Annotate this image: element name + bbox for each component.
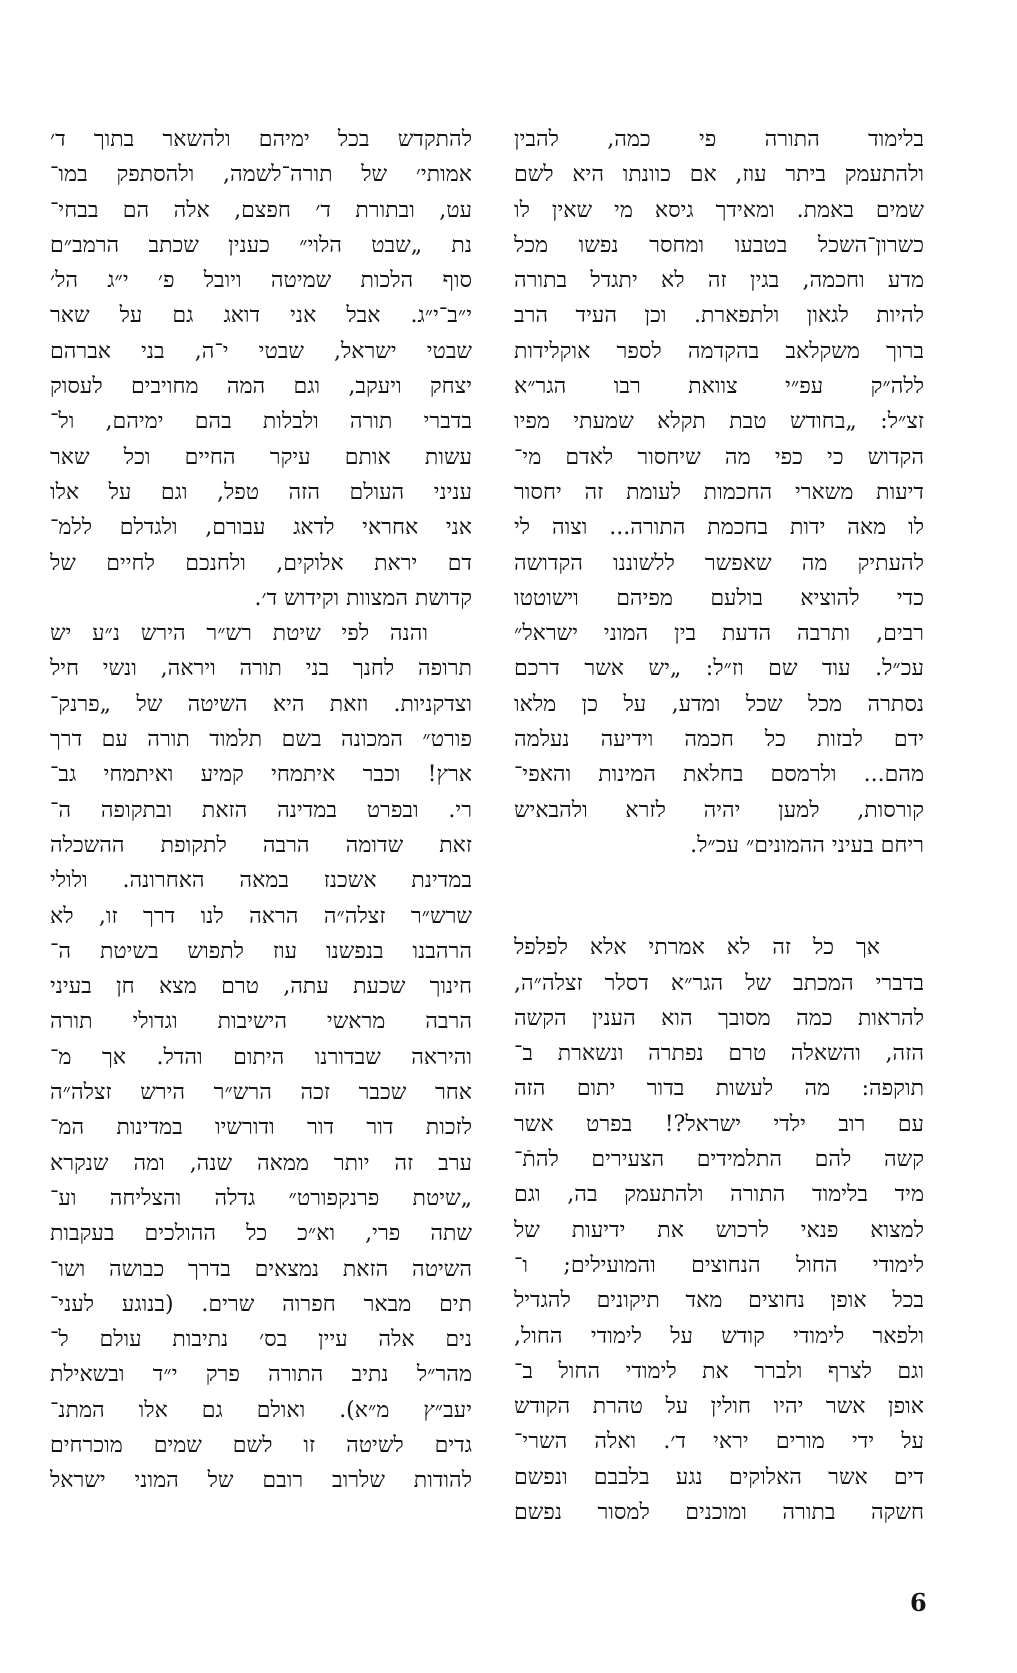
left-paragraph-1 [50, 122, 472, 616]
text-line: שרש״ר זצלה״ה הראה לנו דרך זו, לא [50, 903, 472, 929]
text-line: בדברי תורה ולבלות בהם ימיהם, ול־ [50, 409, 472, 435]
text-line: מיד בלימוד התורה ולהתעמק בה, וגם [514, 1182, 924, 1208]
text-line: שמים באמת. ומאידך גיסא מי שאין לו [514, 197, 924, 223]
text-line: אופן אשר יהיו חולין על טהרת הקודש [514, 1394, 924, 1420]
text-line: חשקה בתורה ומוכנים למסור נפשם [514, 1499, 924, 1525]
text-line: שתה פרי, וא״כ כל ההולכים בעקבות [50, 1221, 472, 1247]
text-line: „שיטת פרנקפורט״ גדלה והצליחה וע־ [50, 1185, 472, 1211]
text-line: להתקדש בכל ימיהם ולהשאר בתוך ד׳ [50, 127, 472, 152]
page-number: 6 [910, 1588, 927, 1617]
text-line: עם רוב ילדי ישראל?! בפרט אשר [514, 1111, 924, 1137]
text-line: ברוך משקלאב בהקדמה לספר אוקלידות [514, 338, 924, 364]
text-line: דים אשר האלוקים נגע בלבבם ונפשם [514, 1464, 924, 1490]
text-line: כשרון־השכל בטבעו ומחסר נפשו מכל [514, 232, 924, 258]
text-line: ארץ! וכבר איתמחי קמיע ואיתמחי גב־ [50, 762, 472, 788]
text-line: שבטי ישראל, שבטי י־ה, בני אברהם [50, 338, 472, 364]
text-line: בכל אופן נחוצים מאד תיקונים להגדיל [514, 1288, 924, 1314]
text-line: והיראה שבדורנו היתום והדל. אך מ־ [50, 1044, 472, 1070]
text-line: נים אלה עיין בס׳ נתיבות עולם ל־ [50, 1327, 472, 1353]
text-line: נסתרה מכל שכל ומדע, על כן מלאו [514, 691, 924, 717]
text-line: ידם לבזות כל חכמה וידיעה נעלמה [514, 727, 924, 753]
text-line: השיטה הזאת נמצאים בדרך כבושה ושו־ [50, 1256, 472, 1282]
left-paragraph-2 [50, 616, 472, 1498]
text-line: לו מאה ידות בחכמת התורה... וצוה לי [514, 515, 924, 541]
paragraph-gap [514, 863, 924, 930]
text-line: ללה״ק עפ״י צוואת רבו הגר״א [514, 374, 924, 400]
text-line: מהם... ולרמסם בחלאת המינות והאפי־ [514, 762, 924, 788]
text-line: להיות לגאון ולתפארת. וכן העיד הרב [514, 303, 924, 329]
right-paragraph-2 [514, 930, 924, 1530]
text-line: גדים לשיטה זו לשם שמים מוכרחים [50, 1432, 472, 1458]
text-line: הקדוש כי כפי מה שיחסור לאדם מי־ [514, 444, 924, 470]
text-line: רבים, ותרבה הדעת בין המוני ישראל״ [514, 621, 924, 647]
text-line: אמותי׳ של תורה־לשמה, ולהסתפק במו־ [50, 162, 472, 188]
text-line: עט, ובתורת ד׳ חפצם, אלה הם בבחי־ [50, 197, 472, 223]
text-line: במדינת אשכנז במאה האחרונה. ולולי [50, 868, 472, 894]
text-line: בלימוד התורה פי כמה, להבין [514, 127, 924, 152]
text-line: קורסות, למען יהיה לזרא ולהבאיש [514, 797, 924, 823]
text-line: ולהתעמק ביתר עוז, אם כוונתו היא לשם [514, 162, 924, 188]
text-line: ערב זה יותר ממאה שנה, ומה שנקרא [50, 1150, 472, 1176]
text-line: זאת שדומה הרבה לתקופת ההשכלה [50, 832, 472, 858]
text-line: עשות אותם עיקר החיים וכל שאר [50, 444, 472, 470]
text-line: חינוך שכעת עתה, טרם מצא חן בעיני [50, 974, 472, 1000]
text-line: יעב״ץ מ״א). ואולם גם אלו המתנ־ [50, 1397, 472, 1423]
text-line: תרופה לחנך בני תורה ויראה, ונשי חיל [50, 656, 472, 682]
text-line: פורט״ המכונה בשם תלמוד תורה עם דרך [50, 727, 472, 753]
text-line: דיעות משארי החכמות לעומת זה יחסור [514, 479, 924, 505]
text-line: והנה לפי שיטת רש״ר הירש נ״ע יש [50, 621, 428, 647]
text-line: על ידי מורים יראי ד׳. ואלה השרי־ [514, 1429, 924, 1455]
text-line: לזכות דור דור ודורשיו במדינות המ־ [50, 1115, 472, 1141]
text-line: רי. ובפרט במדינה הזאת ובתקופה ה־ [50, 797, 472, 823]
text-line: וגם לצרף ולברר את לימודי החול ב־ [514, 1358, 924, 1384]
text-line: כדי להוציא בולעם מפיהם וישוטטו [514, 585, 924, 611]
text-line: סוף הלכות שמיטה ויובל פ׳ י״ג הל׳ [50, 268, 472, 294]
text-line: אך כל זה לא אמרתי אלא לפלפל [514, 935, 880, 961]
text-line: ריחם בעיני ההמונים״ עכ״ל. [690, 832, 924, 858]
left-column [50, 122, 472, 1499]
text-line: תים מבאר חפרוה שרים. (בנוגע לעני־ [50, 1291, 472, 1317]
text-line: להודות שלרוב רובם של המוני ישראל [50, 1468, 472, 1494]
text-line: עניני העולם הזה טפל, וגם על אלו [50, 479, 472, 505]
text-line: להראות כמה מסובך הוא הענין הקשה [514, 1005, 924, 1031]
text-line: תוקפה: מה לעשות בדור יתום הזה [514, 1076, 924, 1102]
text-line: דם יראת אלוקים, ולחנכם לחיים של [50, 550, 472, 576]
text-line: למצוא פנאי לרכוש את ידיעות של [514, 1217, 924, 1243]
right-paragraph-1 [514, 122, 924, 863]
text-line: עכ״ל. עוד שם וז״ל: „יש אשר דרכם [514, 656, 924, 682]
text-line: אחר שכבר זכה הרש״ר הירש זצלה״ה [50, 1080, 472, 1106]
text-line: זצ״ל: „בחודש טבת תקלא שמעתי מפיו [514, 409, 924, 435]
text-line: אני אחראי לדאג עבורם, ולגדלם ללמ־ [50, 515, 472, 541]
text-line: בדברי המכתב של הגר״א דסלר זצלה״ה, [514, 970, 924, 996]
text-line: הרבה מראשי הישיבות וגדולי תורה [50, 1009, 472, 1035]
text-line: וצדקניות. וזאת היא השיטה של „פרנק־ [50, 691, 472, 717]
text-line: מהר״ל נתיב התורה פרק י״ד ובשאילת [50, 1362, 472, 1388]
text-line: להעתיק מה שאפשר ללשוננו הקדושה [514, 550, 924, 576]
text-line: ולפאר לימודי קודש על לימודי החול, [514, 1323, 924, 1349]
text-line: מדע וחכמה, בגין זה לא יתגדל בתורה [514, 268, 924, 294]
text-line: נת „שבט הלוי״ כענין שכתב הרמב״ם [50, 232, 472, 258]
text-line: הזה, והשאלה טרם נפתרה ונשארת ב־ [514, 1041, 924, 1067]
text-line: לימודי החול הנחוצים והמועילים; ו־ [514, 1252, 924, 1278]
text-line: הרהבנו בנפשנו עוז לתפוש בשיטת ה־ [50, 938, 472, 964]
text-line: קדושת המצוות וקידוש ד׳. [254, 585, 472, 611]
text-line: קשה להם התלמידים הצעירים להתֿ־ [514, 1147, 924, 1173]
text-line: י״ב־י״ג. אבל אני דואג גם על שאר [50, 303, 472, 329]
right-column [514, 122, 924, 1530]
text-line: יצחק ויעקב, וגם המה מחויבים לעסוק [50, 374, 472, 400]
